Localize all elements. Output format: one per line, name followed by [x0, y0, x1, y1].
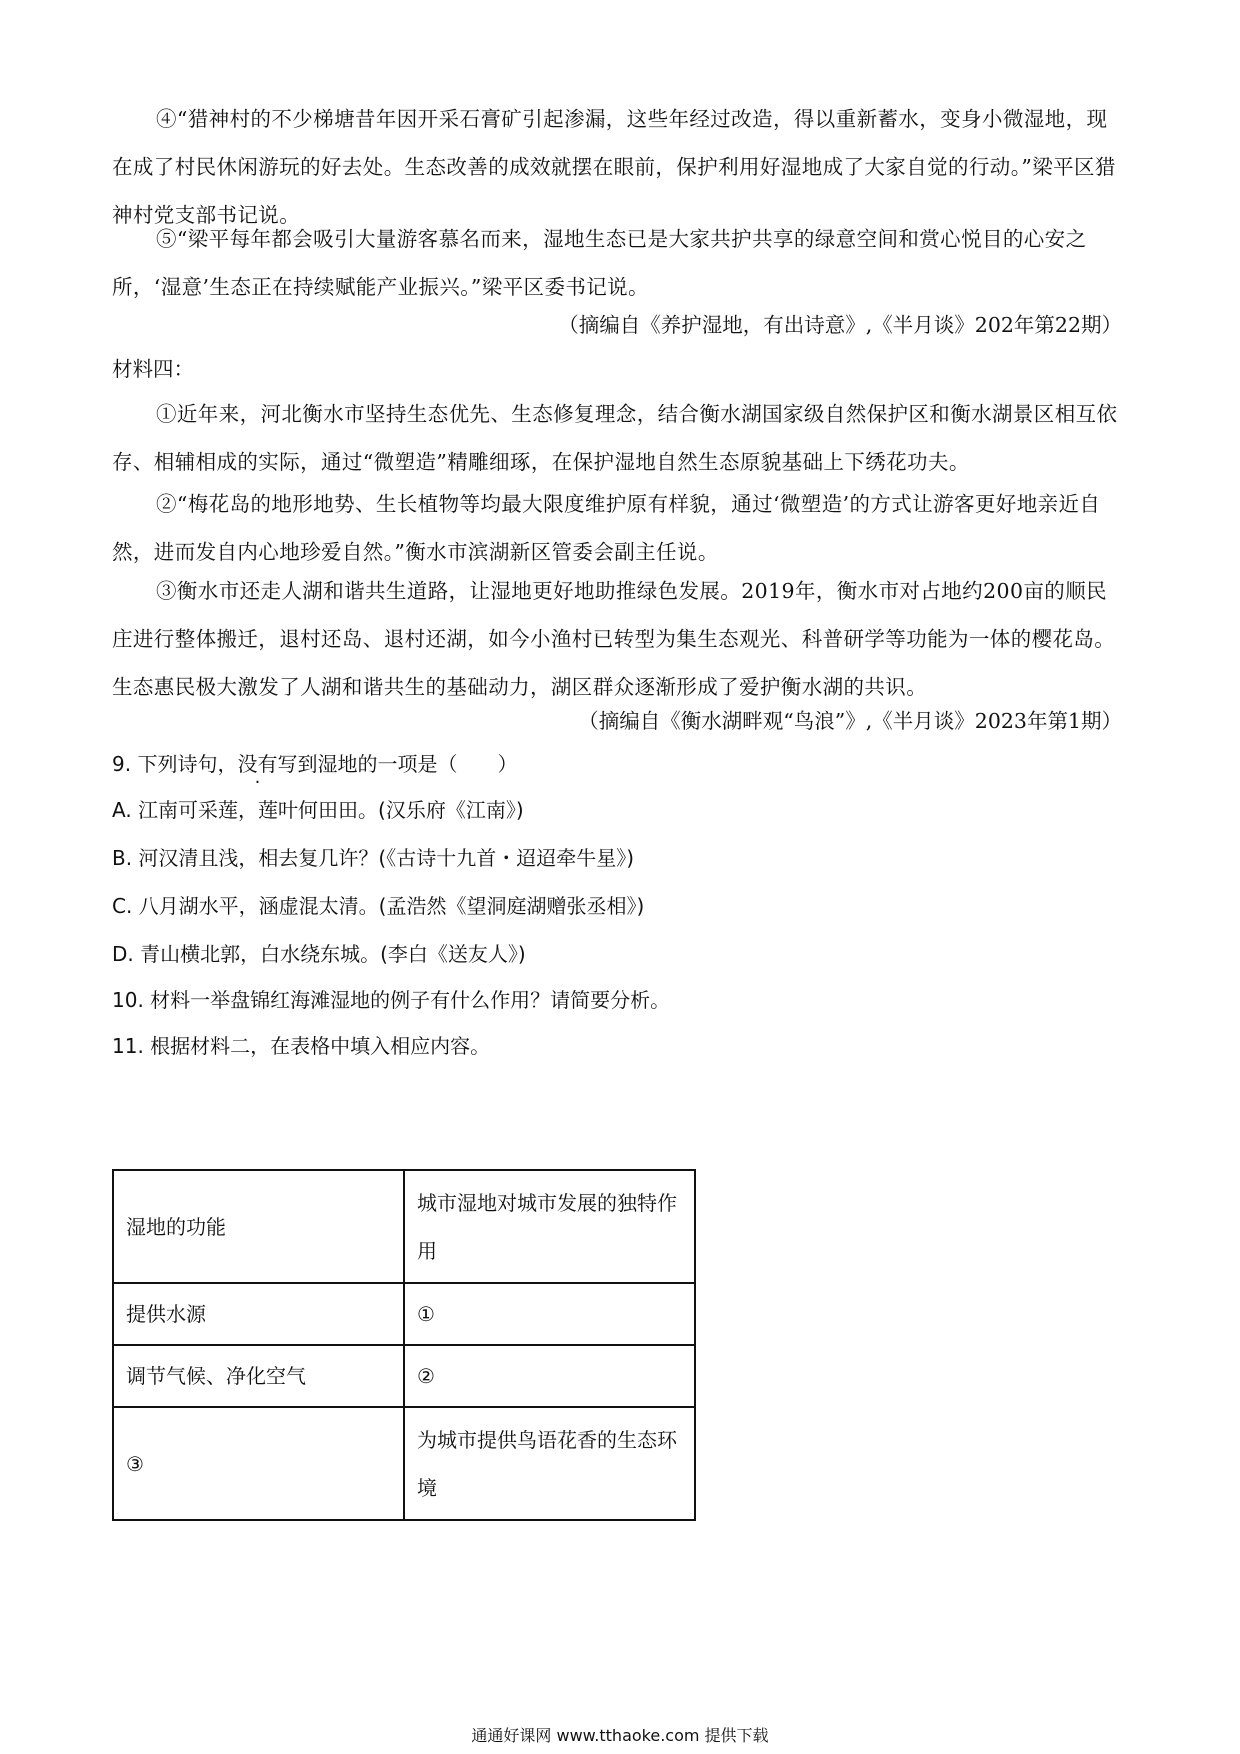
question-9-emphasis [237, 752, 277, 776]
question-9-stem [112, 740, 517, 788]
material-4-paragraph-3: ③衡水市还走人湖和谐共生道路，让湿地更好地助推绿色发展。2019年，衡水市对占地约200亩的顺民庄进行整体搬迁，退村还岛、退村还湖，如今小渔村已转型为集生态观光、科普研学等功能为一体的樱花岛。生态惠民极大激发了人湖和谐共生的基础动力，湖区群众逐渐形成了爱护衡水湖的共识。 [112, 579, 1116, 699]
question-9-option-c: C. 八月湖水平，涵虚混太清。(孟浩然《望洞庭湖赠张丞相》) [112, 894, 645, 918]
paragraph-4: ④“猎神村的不少梯塘昔年因开采石膏矿引起渗漏，这些年经过改造，得以重新蓄水，变身小微湿地，现在成了村民休闲游玩的好去处。生态改善的成效就摆在眼前，保护利用好湿地成了大家自觉的行动。”梁平区猎神村党支部书记说。 [112, 107, 1116, 227]
question-9-prefix: 9. 下列诗句， [112, 752, 238, 776]
question-10: 10. 材料一举盘锦红海滩湿地的例子有什么作用？请简要分析。 [112, 988, 671, 1012]
material-4-paragraph-2: ②“梅花岛的地形地势、生长植物等均最大限度维护原有样貌，通过‘微塑造’的方式让游客更好地亲近自然，进而发自内心地珍爱自然。”衡水市滨湖新区管委会副主任说。 [112, 492, 1101, 564]
answer-table [112, 1169, 696, 1521]
question-9-suffix: 写到湿地的一项是（ ） [277, 752, 518, 776]
table-cell: ② [404, 1345, 695, 1407]
material-4-heading: 材料四： [112, 357, 194, 381]
source-citation-material-4: （摘编自《衡水湖畔观“鸟浪”》,《半月谈》2023年第1期） [578, 709, 1122, 733]
table-cell: ① [404, 1283, 695, 1345]
question-9-emphasis-text: 没有 [237, 752, 278, 776]
question-9-option-d: D. 青山横北郭，白水绕东城。(李白《送友人》) [112, 942, 526, 966]
material-4-paragraph-1: ①近年来，河北衡水市坚持生态优先、生态修复理念，结合衡水湖国家级自然保护区和衡水湖景区相互依存、相辅相成的实际，通过“微塑造”精雕细琢，在保护湿地自然生态原貌基础上下绣花功夫。 [112, 402, 1118, 474]
question-11: 11. 根据材料二，在表格中填入相应内容。 [112, 1034, 491, 1058]
table-header-role: 城市湿地对城市发展的独特作用 [404, 1170, 695, 1283]
question-9-option-b: B. 河汉清且浅，相去复几许？(《古诗十九首・迢迢牵牛星》) [112, 846, 635, 870]
table-header-row [113, 1170, 695, 1283]
question-9-option-a: A. 江南可采莲，莲叶何田田。(汉乐府《江南》) [112, 798, 524, 822]
paragraph-5: ⑤“梁平每年都会吸引大量游客慕名而来，湿地生态已是大家共护共享的绿意空间和赏心悦目的心安之所，‘湿意’生态正在持续赋能产业振兴。”梁平区委书记说。 [112, 227, 1087, 299]
table-cell: ③ [113, 1407, 404, 1520]
table-row [113, 1345, 695, 1407]
table-cell: 调节气候、净化空气 [113, 1345, 404, 1407]
source-citation-material-3: （摘编自《养护湿地，有出诗意》,《半月谈》202年第22期） [558, 313, 1122, 337]
table-cell: 提供水源 [113, 1283, 404, 1345]
table-cell: 为城市提供鸟语花香的生态环境 [404, 1407, 695, 1520]
table-header-function: 湿地的功能 [113, 1170, 404, 1283]
table-row [113, 1283, 695, 1345]
page-footer: 通通好课网 www.tthaoke.com 提供下载 [471, 1726, 769, 1745]
table-row [113, 1407, 695, 1520]
